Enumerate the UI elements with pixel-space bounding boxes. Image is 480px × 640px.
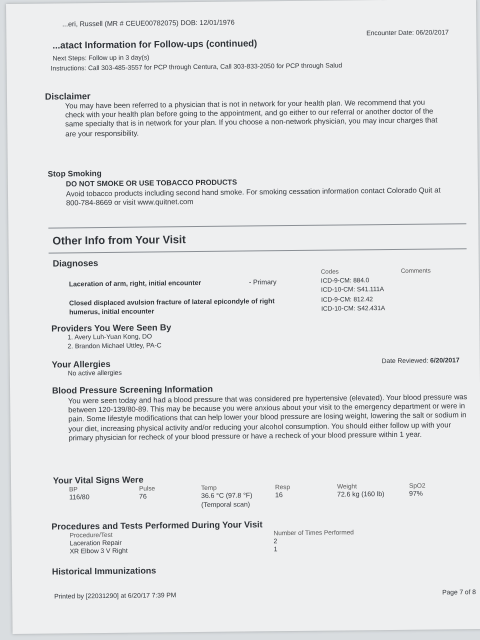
diagnosis-code: ICD-10-CM: S41.111A (320, 286, 385, 294)
vital-value: 76 (139, 493, 147, 501)
temp-note: (Temporal scan) (201, 501, 251, 509)
allergies-text: No active allergies (67, 369, 122, 378)
provider-item: 1. Avery Luh-Yuan Kong, DO (67, 333, 153, 342)
document-page (6, 0, 480, 634)
allergies-title: Your Allergies (51, 358, 111, 370)
diagnosis-code: ICD-9-CM: 812.42 (321, 296, 374, 304)
diagnosis-primary: - Primary (248, 279, 277, 287)
vital-value: 97% (409, 490, 423, 498)
patient-header: ...eri, Russell (MR # CEUE00782075) DOB: 12/01/1976 (62, 19, 235, 29)
procedure-header: Procedure/Test (69, 531, 113, 540)
encounter-date: Encounter Date: 06/20/2017 (366, 29, 449, 38)
vital-header: BP (69, 486, 78, 494)
page-number: Page 7 of 8 (442, 589, 476, 597)
vital-header: Weight (337, 483, 357, 491)
vital-header: Pulse (139, 485, 156, 493)
followup-title: ...atact Information for Follow-ups (continued) (52, 37, 258, 51)
disclaimer-text: You may have been referred to a physician that is not in network for your health plan. We recommend that you check with your health plan before going to the appointment, and go either to our referral or another doctor of the same specialty that is in network for your plan. If you choose a non-network physician, you may incur charges that are your responsibility. (65, 97, 438, 138)
smoking-heading: DO NOT SMOKE OR USE TOBACCO PRODUCTS (65, 177, 238, 189)
immunizations-title: Historical Immunizations (51, 565, 157, 577)
procedure-count: 1 (273, 546, 278, 554)
allergies-reviewed (382, 357, 460, 365)
bp-text: You were seen today and had a blood pressure that was considered pre hypertensive (elevated). Your blood pressure was between 120-139/80-89. This may be because you were anxious about your visit to the emergency department or were in pain. Some lifestyle modifications that can help lower your blood pressure are losing weight, lowering the salt or sodium in your diet, increasing physical activity and/or reducing your alcohol consumption. You should either follow up with your primary physician for recheck of your blood pressure or have a recheck of your blood pressure within 1 year. (68, 392, 468, 443)
disclaimer-title: Disclaimer (44, 91, 91, 102)
procedures-title: Procedures and Tests Performed During Your Visit (51, 519, 263, 532)
vital-header: Temp (201, 484, 217, 492)
next-steps: Next Steps: Follow up in 3 day(s) (52, 54, 150, 63)
vital-value: 116/80 (69, 494, 90, 502)
procedure-name: XR Elbow 3 V Right (69, 547, 128, 556)
provider-item: 2. Brandon Michael Uttley, PA-C (67, 342, 162, 351)
section-divider (49, 248, 467, 253)
procedure-count: 2 (273, 538, 278, 546)
printed-by: Printed by [22031290] at 6/20/17 7:39 PM (54, 592, 177, 601)
diagnosis-code: ICD-9-CM: 884.0 (320, 277, 370, 285)
diagnosis-name-line: Closed displaced avulsion fracture of lateral epicondyle of right (69, 298, 275, 308)
diagnosis-name-line: humerus, initial encounter (69, 308, 155, 317)
instructions: Instructions: Call 303-485-3557 for PCP through Centura, Call 303-833-2050 for PCP through Salud (50, 62, 343, 73)
providers-title: Providers You Were Seen By (51, 322, 172, 334)
procedure-name: Laceration Repair (69, 539, 122, 548)
bp-title: Blood Pressure Screening Information (51, 383, 213, 396)
vitals-title: Your Vital Signs Were (52, 474, 144, 486)
vital-header: SpO2 (409, 482, 426, 490)
reviewed-date: 6/20/2017 (430, 357, 460, 365)
codes-header: Codes (320, 268, 339, 276)
reviewed-label: Date Reviewed: (381, 357, 429, 366)
vital-header: Resp (275, 484, 291, 492)
comments-header: Comments (400, 267, 431, 275)
smoking-text: Avoid tobacco products including second hand smoke. For smoking cessation information contact Colorado Quit at 800-784-8669 or visit www.quitnet.com (65, 185, 441, 208)
diagnosis-code: ICD-10-CM: S42.431A (321, 305, 386, 313)
vital-value: 36.6 °C (97.8 °F) (201, 492, 253, 500)
count-header: Number of Times Performed (273, 529, 354, 538)
diagnosis-name (69, 297, 275, 317)
other-info-title: Other Info from Your Visit (52, 234, 186, 248)
diagnoses-title: Diagnoses (52, 258, 99, 269)
section-divider (48, 223, 466, 228)
vital-value: 16 (275, 492, 283, 500)
diagnosis-name: Laceration of arm, right, initial encounter (68, 279, 202, 289)
smoking-title: Stop Smoking (47, 169, 102, 179)
vital-value: 72.6 kg (160 lb) (337, 491, 385, 499)
